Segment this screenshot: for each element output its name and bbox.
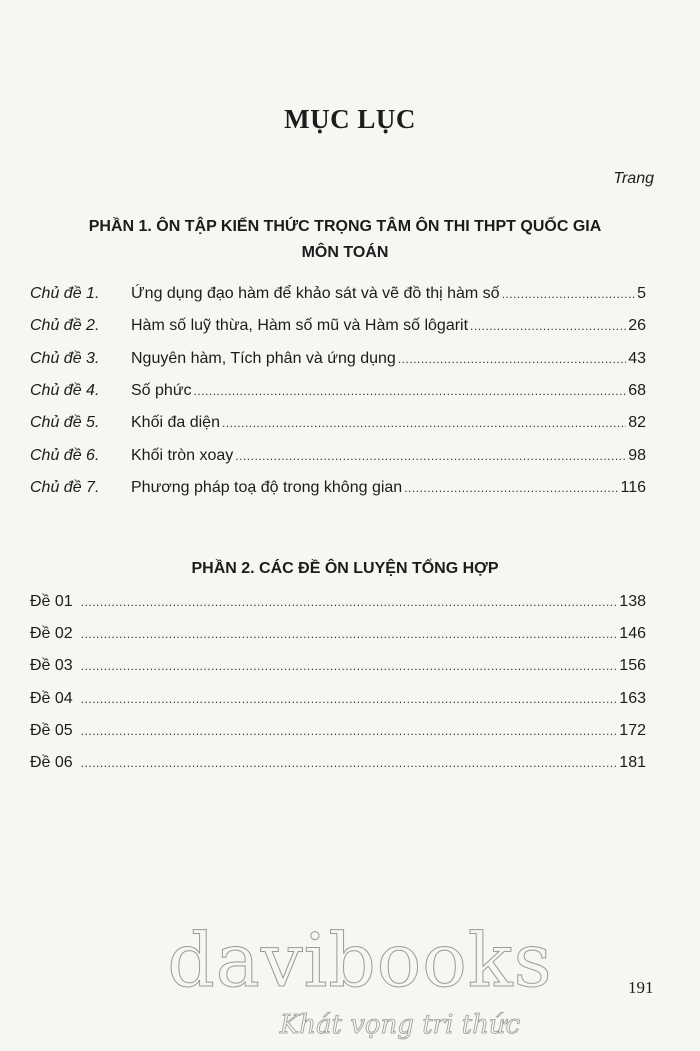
dot-leader xyxy=(81,659,618,673)
toc-entry-title: Khối tròn xoay xyxy=(131,447,234,464)
toc-entry-label: Chủ đề 3. xyxy=(30,350,100,367)
toc-entry-label: Chủ đề 2. xyxy=(30,317,100,334)
dot-leader xyxy=(222,416,626,430)
toc-entry-topic-3[interactable] xyxy=(30,350,646,374)
dot-leader xyxy=(502,287,636,301)
dot-leader xyxy=(81,627,618,641)
toc-entry-topic-7[interactable] xyxy=(30,479,646,503)
toc-entry-page: 82 xyxy=(628,414,646,431)
part1-heading xyxy=(40,214,650,266)
part1-heading-line1: PHẦN 1. ÔN TẬP KIẾN THỨC TRỌNG TÂM ÔN THI THPT QUỐC GIA xyxy=(88,218,602,235)
toc-entry-label: Đề 04 xyxy=(30,690,73,707)
toc-entry-page: 5 xyxy=(637,285,646,302)
toc-entry-label: Đề 02 xyxy=(30,625,73,642)
watermark-tagline: Khát vọng tri thức xyxy=(279,1010,521,1040)
toc-entry-label: Đề 06 xyxy=(30,754,73,771)
dot-leader xyxy=(81,692,618,706)
page-column-label: Trang xyxy=(613,170,654,187)
dot-leader xyxy=(194,384,627,398)
toc-entry-exam-03[interactable] xyxy=(30,657,646,681)
toc-entry-page: 116 xyxy=(620,479,646,496)
toc-entry-exam-02[interactable] xyxy=(30,625,646,649)
toc-entry-label: Chủ đề 4. xyxy=(30,382,100,399)
toc-entry-page: 181 xyxy=(619,754,646,771)
page-title: MỤC LỤC xyxy=(284,104,416,134)
toc-entry-title: Khối đa diện xyxy=(131,414,220,431)
toc-entry-topic-6[interactable] xyxy=(30,447,646,471)
toc-entry-page: 68 xyxy=(628,382,646,399)
toc-entry-page: 26 xyxy=(628,317,646,334)
toc-entry-title: Ứng dụng đạo hàm để khảo sát và vẽ đồ thị hàm số xyxy=(131,285,500,302)
toc-entry-label: Chủ đề 5. xyxy=(30,414,100,431)
page-number: 191 xyxy=(628,978,654,997)
toc-entry-page: 146 xyxy=(619,625,646,642)
toc-entry-page: 138 xyxy=(619,593,646,610)
dot-leader xyxy=(81,756,618,770)
dot-leader xyxy=(81,595,618,609)
toc-entry-exam-06[interactable] xyxy=(30,754,646,778)
toc-entry-label: Đề 03 xyxy=(30,657,73,674)
toc-entry-topic-1[interactable] xyxy=(30,285,646,309)
toc-entry-title: Nguyên hàm, Tích phân và ứng dụng xyxy=(131,350,396,367)
toc-entry-page: 43 xyxy=(628,350,646,367)
toc-entry-page: 98 xyxy=(628,447,646,464)
toc-entry-topic-5[interactable] xyxy=(30,414,646,438)
toc-entry-label: Chủ đề 7. xyxy=(30,479,100,496)
toc-entry-label: Đề 05 xyxy=(30,722,73,739)
toc-entry-topic-2[interactable] xyxy=(30,317,646,341)
watermark-brand: davibooks xyxy=(167,918,553,1004)
toc-entry-title: Phương pháp toạ độ trong không gian xyxy=(131,479,403,496)
dot-leader xyxy=(404,481,618,495)
toc-entry-title: Số phức xyxy=(131,382,192,399)
dot-leader xyxy=(81,724,618,738)
toc-entry-page: 156 xyxy=(619,657,646,674)
toc-entry-exam-04[interactable] xyxy=(30,690,646,714)
part2-heading: PHẦN 2. CÁC ĐỀ ÔN LUYỆN TỔNG HỢP xyxy=(191,560,499,577)
toc-entry-title: Hàm số luỹ thừa, Hàm số mũ và Hàm số lôgarit xyxy=(131,317,469,334)
toc-entry-label: Chủ đề 1. xyxy=(30,285,100,302)
dot-leader xyxy=(235,449,626,463)
part1-heading-line2: MÔN TOÁN xyxy=(301,244,389,261)
dot-leader xyxy=(470,319,626,333)
toc-entry-label: Đề 01 xyxy=(30,593,73,610)
toc-entry-page: 163 xyxy=(619,690,646,707)
toc-entry-exam-01[interactable] xyxy=(30,593,646,617)
toc-entry-exam-05[interactable] xyxy=(30,722,646,746)
toc-entry-page: 172 xyxy=(619,722,646,739)
toc-entry-label: Chủ đề 6. xyxy=(30,447,100,464)
toc-entry-topic-4[interactable] xyxy=(30,382,646,406)
dot-leader xyxy=(398,352,626,366)
